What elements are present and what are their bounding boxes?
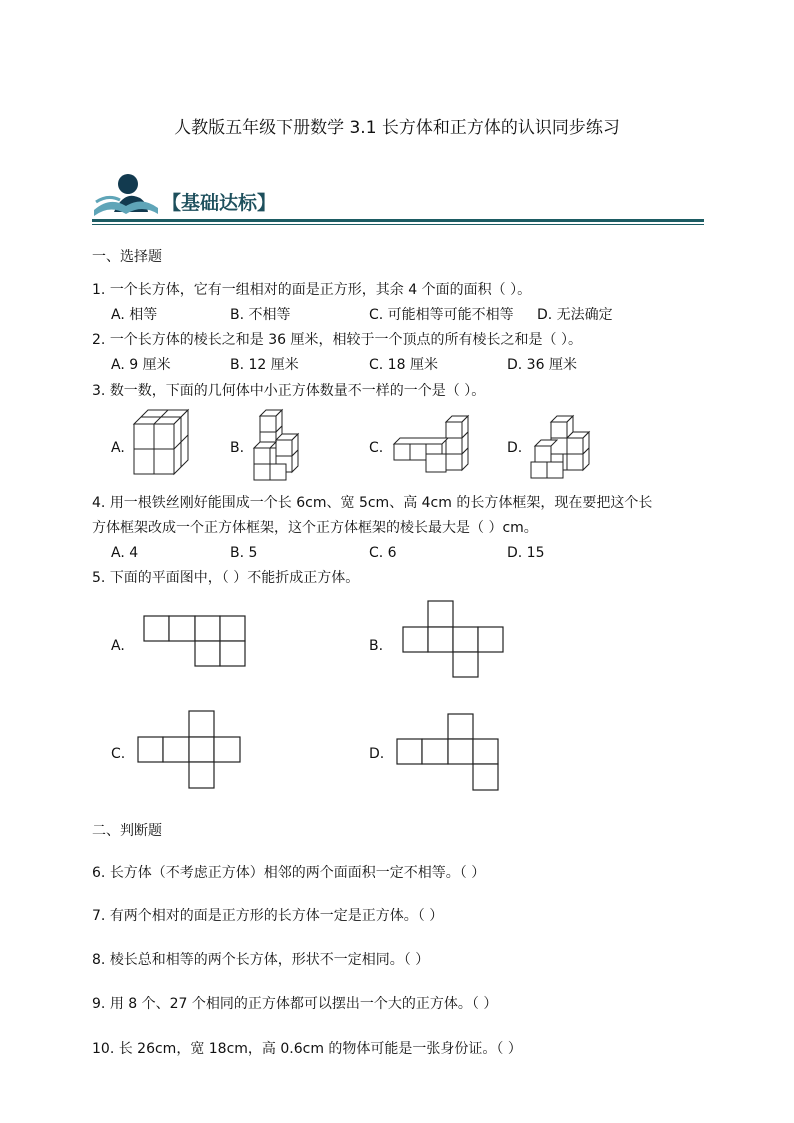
question-number: 8. — [92, 952, 106, 968]
q5-option-d: D. — [369, 746, 385, 762]
q3-option-c: C. — [369, 440, 384, 456]
question-number: 3. — [92, 383, 106, 399]
section-banner — [92, 172, 704, 230]
question-2 — [92, 331, 582, 349]
question-number: 7. — [92, 908, 106, 924]
q2-option-a: A. 9 厘米 — [111, 357, 171, 373]
question-text: 一个长方体，它有一组相对的面是正方形，其余 4 个面的面积（ ）。 — [109, 282, 532, 298]
q4-option-b: B. 5 — [230, 545, 258, 561]
section-banner-label: 【基础达标】 — [162, 192, 277, 214]
q3-option-b: B. — [230, 440, 245, 456]
question-4-line-2: 方体框架改成一个正方体框架，这个正方体框架的棱长最大是（ ）cm。 — [92, 520, 538, 536]
q2-option-b: B. 12 厘米 — [230, 357, 299, 373]
cube-net-d — [396, 713, 502, 793]
q5-option-c: C. — [111, 746, 126, 762]
cube-net-c — [137, 710, 243, 792]
question-number: 10. — [92, 1041, 115, 1057]
section-heading-choice: 一、选择题 — [92, 249, 162, 265]
q1-option-c: C. 可能相等可能不相等 — [369, 307, 514, 323]
cube-figure-b — [252, 410, 302, 480]
question-text: 有两个相对的面是正方形的长方体一定是正方体。（ ） — [109, 908, 444, 924]
question-number: 9. — [92, 996, 106, 1012]
q3-option-d: D. — [507, 440, 523, 456]
question-number: 6. — [92, 865, 106, 881]
question-text: 长 26cm，宽 18cm，高 0.6cm 的物体可能是一张身份证。（ ） — [118, 1041, 522, 1057]
cube-figure-c — [392, 414, 472, 472]
q4-option-a: A. 4 — [111, 545, 139, 561]
q5-option-b: B. — [369, 638, 384, 654]
section-heading-judgement: 二、判断题 — [92, 823, 162, 839]
q4-option-c: C. 6 — [369, 545, 397, 561]
q1-option-b: B. 不相等 — [230, 307, 291, 323]
question-8 — [92, 951, 429, 969]
question-7 — [92, 907, 443, 925]
question-5 — [92, 569, 359, 587]
question-number: 4. — [92, 495, 106, 511]
q1-option-a: A. 相等 — [111, 307, 158, 323]
q2-option-d: D. 36 厘米 — [507, 357, 577, 373]
cube-net-a — [144, 616, 248, 668]
question-1 — [92, 281, 531, 299]
question-text: 用 8 个、27 个相同的正方体都可以摆出一个大的正方体。（ ） — [109, 996, 498, 1012]
question-text: 一个长方体的棱长之和是 36 厘米，相较于一个顶点的所有棱长之和是（ ）。 — [109, 332, 582, 348]
question-text: 长方体（不考虑正方体）相邻的两个面面积一定不相等。（ ） — [109, 865, 486, 881]
reader-book-icon — [92, 172, 162, 218]
q2-option-c: C. 18 厘米 — [369, 357, 438, 373]
cube-figure-d — [529, 408, 599, 478]
question-number: 2. — [92, 332, 106, 348]
cube-net-b — [402, 600, 506, 680]
banner-divider-thin — [92, 224, 704, 225]
question-10 — [92, 1040, 522, 1058]
page-title: 人教版五年级下册数学 3.1 长方体和正方体的认识同步练习 — [174, 118, 620, 138]
question-number: 5. — [92, 570, 106, 586]
question-text: 下面的平面图中，（ ）不能折成正方体。 — [109, 570, 360, 586]
q1-option-d: D. 无法确定 — [537, 307, 613, 323]
banner-divider — [92, 219, 704, 222]
question-text-line-1: 用一根铁丝刚好能围成一个长 6cm、宽 5cm、高 4cm 的长方体框架，现在要把这个长 — [109, 495, 653, 511]
question-4 — [92, 494, 652, 512]
q4-option-d: D. 15 — [507, 545, 545, 561]
question-text: 棱长总和相等的两个长方体，形状不一定相同。（ ） — [109, 952, 430, 968]
question-6 — [92, 864, 485, 882]
q5-option-a: A. — [111, 638, 125, 654]
question-number: 1. — [92, 282, 106, 298]
question-3 — [92, 382, 485, 400]
cube-figure-a — [134, 410, 194, 474]
q3-option-a: A. — [111, 440, 125, 456]
question-9 — [92, 995, 497, 1013]
question-text: 数一数，下面的几何体中小正方体数量不一样的一个是（ ）。 — [109, 383, 486, 399]
